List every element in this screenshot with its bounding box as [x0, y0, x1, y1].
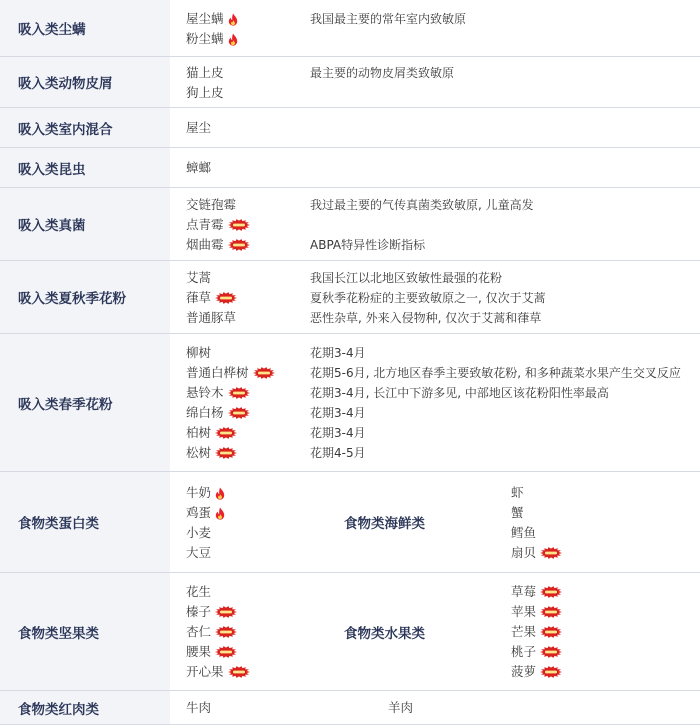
- new-badge-icon: [540, 586, 562, 598]
- allergen-item-label: 蟹: [511, 505, 524, 520]
- allergen-list: [186, 158, 211, 178]
- note-line-label: 恶性杂草, 外来入侵物种, 仅次于艾蒿和葎草: [310, 311, 542, 325]
- allergen-item: [186, 483, 225, 503]
- new-badge-icon: [228, 407, 250, 419]
- category-label: 食物类蛋白类: [0, 472, 170, 572]
- allergen-list: [186, 195, 250, 255]
- new-badge-icon: [215, 626, 237, 638]
- allergen-item: [186, 83, 224, 103]
- allergen-item: [186, 383, 275, 403]
- allergen-item-label: 牛肉: [186, 700, 212, 715]
- category-label: 吸入类动物皮屑: [0, 57, 170, 107]
- allergen-item: [186, 29, 238, 49]
- table-row: [0, 472, 700, 573]
- allergen-item: [186, 63, 224, 83]
- category-label: 吸入类春季花粉: [0, 334, 170, 471]
- allergen-item-label: 花生: [186, 584, 212, 599]
- note-line: [310, 63, 454, 83]
- allergen-item: [186, 543, 225, 563]
- category-label-secondary: 食物类海鲜类: [344, 516, 425, 532]
- new-badge-icon: [228, 219, 250, 231]
- allergen-item-label: 屋尘螨: [186, 11, 224, 26]
- allergen-item: [511, 523, 562, 543]
- new-badge-icon: [215, 427, 237, 439]
- allergen-item-label: 鸡蛋: [186, 505, 212, 520]
- category-label: 食物类红肉类: [0, 691, 170, 724]
- note-line: [310, 288, 546, 308]
- allergen-item: [511, 642, 562, 662]
- allergen-list-secondary: [511, 582, 562, 682]
- allergen-item-label: 芒果: [511, 624, 537, 639]
- allergen-item-label: 普通豚草: [186, 310, 237, 325]
- allergen-item-label: 菠萝: [511, 664, 537, 679]
- new-badge-icon: [540, 547, 562, 559]
- allergen-item: [186, 503, 225, 523]
- allergen-list: [186, 343, 275, 463]
- note-line: [310, 423, 681, 443]
- allergen-item-label: 烟曲霉: [186, 237, 224, 252]
- allergen-list: [186, 9, 238, 49]
- note-line-label: 花期3-4月, 长江中下游多见, 中部地区该花粉阳性率最高: [310, 386, 609, 400]
- new-badge-icon: [215, 447, 237, 459]
- note-line-label: 花期5-6月, 北方地区春季主要致敏花粉, 和多种蔬菜水果产生交叉反应: [310, 366, 681, 380]
- note-line: [310, 235, 534, 255]
- allergen-list: [186, 118, 211, 138]
- allergen-item: [186, 642, 250, 662]
- allergen-item: [511, 503, 562, 523]
- allergen-item: [186, 622, 250, 642]
- allergen-item-label: 鳕鱼: [511, 525, 537, 540]
- new-badge-icon: [228, 666, 250, 678]
- allergen-item-label: 柏树: [186, 425, 212, 440]
- category-label: 吸入类室内混合: [0, 108, 170, 147]
- new-badge-icon: [215, 606, 237, 618]
- allergen-item-label: 羊肉: [388, 700, 414, 715]
- allergen-item-label: 屋尘: [186, 120, 212, 135]
- table-row: [0, 188, 700, 261]
- allergen-item: [186, 363, 275, 383]
- table-row: [0, 0, 700, 57]
- new-badge-icon: [215, 292, 237, 304]
- allergen-item-label: 虾: [511, 485, 524, 500]
- note-list: [310, 343, 681, 463]
- allergen-item: [186, 308, 237, 328]
- allergen-item-label: 榛子: [186, 604, 212, 619]
- allergen-item: [388, 698, 413, 718]
- table-row: [0, 573, 700, 691]
- allergen-item-label: 葎草: [186, 290, 212, 305]
- fire-icon: [228, 33, 238, 46]
- allergen-item-label: 粉尘螨: [186, 31, 224, 46]
- allergen-list: [186, 483, 225, 563]
- table-row: [0, 57, 700, 108]
- note-line-label: 花期3-4月: [310, 426, 366, 440]
- allergen-item-label: 开心果: [186, 664, 224, 679]
- fire-icon: [215, 507, 225, 520]
- allergen-item-label: 小麦: [186, 525, 212, 540]
- allergen-item-label: 悬铃木: [186, 385, 224, 400]
- allergen-item-label: 狗上皮: [186, 85, 224, 100]
- allergen-item-label: 草莓: [511, 584, 537, 599]
- table-row: [0, 148, 700, 188]
- new-badge-icon: [253, 367, 275, 379]
- note-line: [310, 403, 681, 423]
- table-row: [0, 108, 700, 148]
- note-line-label: 我国最主要的常年室内致敏原: [310, 12, 467, 26]
- allergen-item: [186, 698, 211, 718]
- note-line: [310, 9, 466, 29]
- allergen-item: [186, 118, 211, 138]
- new-badge-icon: [228, 239, 250, 251]
- allergen-item-label: 艾蒿: [186, 270, 212, 285]
- allergen-item: [186, 9, 238, 29]
- allergen-item-label: 绵白杨: [186, 405, 224, 420]
- category-label: 食物类坚果类: [0, 573, 170, 690]
- note-list: [310, 268, 546, 328]
- note-list: [310, 9, 466, 29]
- table-row: [0, 261, 700, 334]
- note-line: [310, 215, 534, 235]
- note-line-label: ABPA特异性诊断指标: [310, 238, 426, 252]
- note-line: [310, 308, 546, 328]
- new-badge-icon: [215, 646, 237, 658]
- note-line-label: 我过最主要的气传真菌类致敏原, 儿童高发: [310, 198, 534, 212]
- note-line-label: 花期4-5月: [310, 446, 366, 460]
- note-line: [310, 343, 681, 363]
- new-badge-icon: [540, 606, 562, 618]
- allergen-item: [511, 662, 562, 682]
- note-line-label: 最主要的动物皮屑类致敏原: [310, 66, 455, 80]
- allergen-item-label: 猫上皮: [186, 65, 224, 80]
- allergen-item: [511, 602, 562, 622]
- allergen-item-label: 交链孢霉: [186, 197, 237, 212]
- category-label: 吸入类夏秋季花粉: [0, 261, 170, 333]
- category-label: 吸入类尘螨: [0, 0, 170, 56]
- allergen-item-label: 蟑螂: [186, 160, 212, 175]
- allergen-item: [511, 582, 562, 602]
- allergen-item: [186, 195, 250, 215]
- allergen-list: [186, 582, 250, 682]
- allergen-list-tertiary: [388, 698, 413, 718]
- allergen-item: [186, 582, 250, 602]
- fire-icon: [228, 13, 238, 26]
- note-line-label: 花期3-4月: [310, 406, 366, 420]
- new-badge-icon: [228, 387, 250, 399]
- allergen-item-label: 普通白桦树: [186, 365, 249, 380]
- allergen-list-secondary: [511, 483, 562, 563]
- note-line-label: 我国长江以北地区致敏性最强的花粉: [310, 271, 503, 285]
- allergen-item-label: 桃子: [511, 644, 537, 659]
- allergen-item-label: 大豆: [186, 545, 212, 560]
- note-line-label: 花期3-4月: [310, 346, 366, 360]
- fire-icon: [215, 487, 225, 500]
- note-line: [310, 363, 681, 383]
- allergen-item: [186, 602, 250, 622]
- allergen-list: [186, 63, 224, 103]
- allergen-item: [186, 343, 275, 363]
- allergen-list: [186, 268, 237, 328]
- note-line: [310, 195, 534, 215]
- allergen-item: [186, 443, 275, 463]
- allergen-item-label: 牛奶: [186, 485, 212, 500]
- allergen-item: [511, 622, 562, 642]
- note-line: [310, 383, 681, 403]
- allergen-item: [186, 523, 225, 543]
- category-label: 吸入类昆虫: [0, 148, 170, 187]
- new-badge-icon: [540, 626, 562, 638]
- allergen-item: [511, 543, 562, 563]
- note-line: [310, 268, 546, 288]
- allergen-item: [186, 268, 237, 288]
- allergen-item-label: 扇贝: [511, 545, 537, 560]
- note-line-label: 夏秋季花粉症的主要致敏原之一, 仅次于艾蒿: [310, 291, 546, 305]
- allergen-item: [186, 158, 211, 178]
- allergen-item-label: 柳树: [186, 345, 212, 360]
- new-badge-icon: [540, 646, 562, 658]
- allergen-item: [186, 215, 250, 235]
- allergen-item-label: 腰果: [186, 644, 212, 659]
- note-list: [310, 195, 534, 255]
- allergen-item: [186, 403, 275, 423]
- new-badge-icon: [540, 666, 562, 678]
- allergen-item-label: 点青霉: [186, 217, 224, 232]
- allergen-list: [186, 698, 211, 718]
- category-label: 吸入类真菌: [0, 188, 170, 260]
- note-list: [310, 63, 454, 83]
- table-row: [0, 691, 700, 725]
- table-row: [0, 334, 700, 472]
- allergen-item: [186, 662, 250, 682]
- allergen-item: [186, 288, 237, 308]
- category-label-secondary: 食物类水果类: [344, 625, 425, 642]
- allergen-item-label: 松树: [186, 445, 212, 460]
- allergen-item-label: 苹果: [511, 604, 537, 619]
- allergen-item: [511, 483, 562, 503]
- allergen-item-label: 杏仁: [186, 624, 212, 639]
- allergen-item: [186, 235, 250, 255]
- note-line: [310, 443, 681, 463]
- allergen-item: [186, 423, 275, 443]
